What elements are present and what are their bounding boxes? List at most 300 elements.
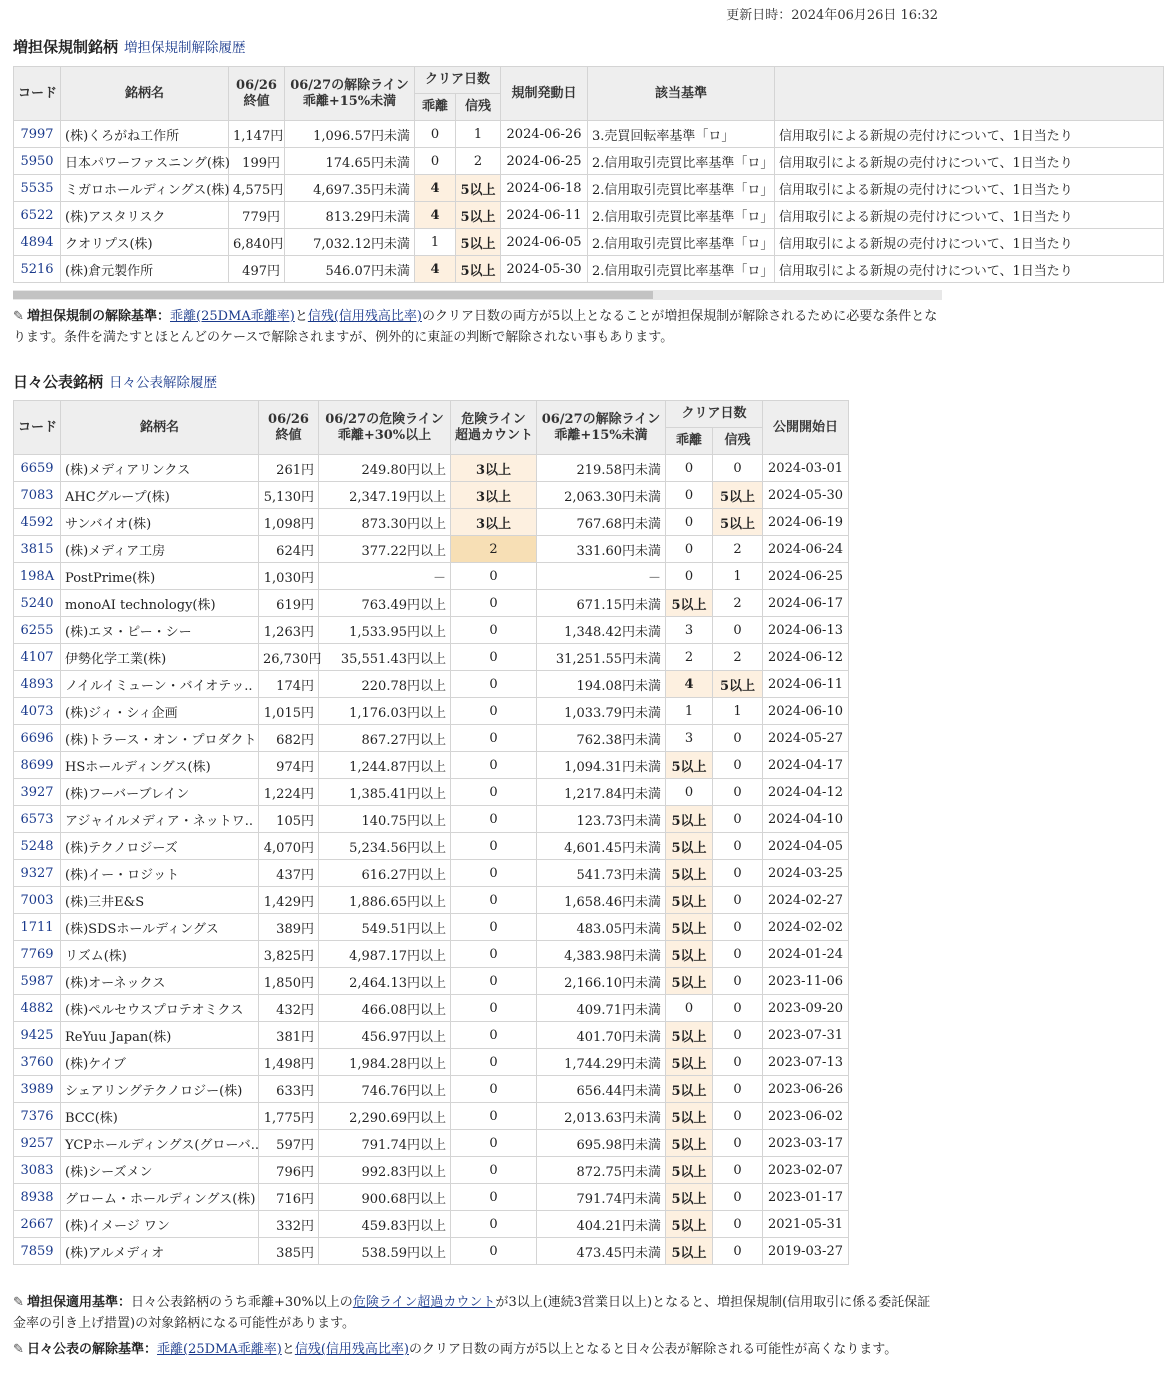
section2-note1 — [13, 1292, 938, 1334]
clear-shinzan: 0 — [713, 725, 763, 752]
stock-code-link[interactable]: 9257 — [14, 1130, 61, 1157]
section2-title — [13, 371, 217, 392]
close-price: 199円 — [229, 148, 285, 175]
stock-code-link[interactable]: 3989 — [14, 1076, 61, 1103]
clear-kairi: 5以上 — [666, 1184, 713, 1211]
clear-shinzan: 1 — [713, 563, 763, 590]
stock-code-link[interactable]: 6573 — [14, 806, 61, 833]
release-line: 872.75円未満 — [537, 1157, 666, 1184]
publish-date: 2021-05-31 — [763, 1211, 849, 1238]
danger-line: 992.83円以上 — [319, 1157, 451, 1184]
stock-name: AHCグループ(株) — [61, 482, 259, 509]
col-release-top: 06/27の解除ライン — [541, 411, 661, 427]
col-release-line — [537, 401, 666, 455]
release-line: 791.74円未満 — [537, 1184, 666, 1211]
clear-shinzan: 0 — [713, 617, 763, 644]
clear-kairi: 0 — [666, 455, 713, 482]
stock-code-link[interactable]: 8699 — [14, 752, 61, 779]
clear-kairi: 2 — [666, 644, 713, 671]
danger-line: 746.76円以上 — [319, 1076, 451, 1103]
danger-line: 2,347.19円以上 — [319, 482, 451, 509]
publish-date: 2024-06-10 — [763, 698, 849, 725]
stock-code-link[interactable]: 5216 — [14, 256, 61, 283]
stock-name: PostPrime(株) — [61, 563, 259, 590]
clear-shinzan: 0 — [713, 1076, 763, 1103]
table-row — [14, 1157, 849, 1184]
clear-shinzan: 1 — [713, 698, 763, 725]
close-price: 1,015円 — [259, 698, 319, 725]
criteria-note: 信用取引による新規の売付けについて、1日当たり — [775, 229, 1164, 256]
stock-name: (株)トラース・オン・プロダクト — [61, 725, 259, 752]
criteria: 2.信用取引売買比率基準「ロ」 — [588, 229, 775, 256]
stock-code-link[interactable]: 6696 — [14, 725, 61, 752]
col-close — [259, 401, 319, 455]
scrollbar-thumb[interactable] — [13, 291, 653, 299]
stock-code-link[interactable]: 6659 — [14, 455, 61, 482]
criteria: 2.信用取引売買比率基準「ロ」 — [588, 202, 775, 229]
table-row — [14, 455, 849, 482]
stock-code-link[interactable]: 3083 — [14, 1157, 61, 1184]
release-line: 123.73円未満 — [537, 806, 666, 833]
danger-line: 140.75円以上 — [319, 806, 451, 833]
danger-line: 763.49円以上 — [319, 590, 451, 617]
danger-count: 0 — [451, 914, 537, 941]
danger-count: 0 — [451, 617, 537, 644]
danger-line: 466.08円以上 — [319, 995, 451, 1022]
col-clear-days: クリア日数 — [666, 401, 763, 428]
publish-date: 2023-03-17 — [763, 1130, 849, 1157]
danger-line: 2,464.13円以上 — [319, 968, 451, 995]
restriction-date: 2024-06-25 — [501, 148, 588, 175]
close-price: 4,070円 — [259, 833, 319, 860]
note1-pre: 日々公表銘柄のうち乖離+30%以上の — [131, 1295, 353, 1310]
table-row — [14, 590, 849, 617]
danger-count: 0 — [451, 887, 537, 914]
close-price: 332円 — [259, 1211, 319, 1238]
release-line: 4,601.45円未満 — [537, 833, 666, 860]
stock-code-link[interactable]: 9327 — [14, 860, 61, 887]
danger-count: 0 — [451, 590, 537, 617]
clear-kairi: 4 — [415, 202, 456, 229]
criteria: 2.信用取引売買比率基準「ロ」 — [588, 175, 775, 202]
release-line: 1,096.57円未満 — [285, 121, 415, 148]
danger-line: 220.78円以上 — [319, 671, 451, 698]
col-criteria: 該当基準 — [588, 67, 775, 121]
clear-shinzan: 0 — [713, 1049, 763, 1076]
close-price: 1,498円 — [259, 1049, 319, 1076]
danger-count: 0 — [451, 1157, 537, 1184]
stock-code-link[interactable]: 5240 — [14, 590, 61, 617]
table-row — [14, 1238, 849, 1265]
release-line: 2,166.10円未満 — [537, 968, 666, 995]
clear-kairi: 5以上 — [666, 752, 713, 779]
restriction-table — [13, 66, 1164, 283]
clear-kairi: 5以上 — [666, 1157, 713, 1184]
col-note — [775, 67, 1164, 121]
release-line: 31,251.55円未満 — [537, 644, 666, 671]
danger-count: 0 — [451, 833, 537, 860]
stock-code-link[interactable]: 4073 — [14, 698, 61, 725]
close-price: 432円 — [259, 995, 319, 1022]
release-line: 1,033.79円未満 — [537, 698, 666, 725]
danger-count: 0 — [451, 1130, 537, 1157]
stock-code-link[interactable]: 5248 — [14, 833, 61, 860]
release-line: 4,383.98円未満 — [537, 941, 666, 968]
table-row — [14, 752, 849, 779]
close-price: 174円 — [259, 671, 319, 698]
table-row — [14, 121, 1164, 148]
col-close-top: 06/26 — [268, 411, 309, 427]
release-line: 695.98円未満 — [537, 1130, 666, 1157]
danger-count: 0 — [451, 752, 537, 779]
publish-date: 2023-01-17 — [763, 1184, 849, 1211]
shinzan-link[interactable]: 信残(信用残高比率) — [307, 309, 422, 324]
publish-date: 2024-02-02 — [763, 914, 849, 941]
clear-kairi: 5以上 — [666, 1049, 713, 1076]
criteria: 2.信用取引売買比率基準「ロ」 — [588, 256, 775, 283]
close-price: 5,130円 — [259, 482, 319, 509]
clear-kairi: 5以上 — [666, 914, 713, 941]
section1-title — [13, 36, 246, 57]
clear-kairi: 5以上 — [666, 968, 713, 995]
stock-name: (株)テクノロジーズ — [61, 833, 259, 860]
stock-name: (株)イー・ロジット — [61, 860, 259, 887]
table-row — [14, 833, 849, 860]
release-line: 404.21円未満 — [537, 1211, 666, 1238]
shinzan-link[interactable]: 信残(信用残高比率) — [294, 1342, 409, 1357]
table-row — [14, 1022, 849, 1049]
clear-shinzan: 2 — [713, 590, 763, 617]
clear-kairi: 1 — [415, 229, 456, 256]
release-line: 1,348.42円未満 — [537, 617, 666, 644]
danger-count: 0 — [451, 725, 537, 752]
note2-label: 日々公表の解除基準： — [27, 1342, 158, 1357]
close-price: 385円 — [259, 1238, 319, 1265]
stock-code-link[interactable]: 5987 — [14, 968, 61, 995]
danger-count: 0 — [451, 644, 537, 671]
close-price: 779円 — [229, 202, 285, 229]
danger-count: 0 — [451, 698, 537, 725]
clear-kairi: 5以上 — [666, 1076, 713, 1103]
section2-history-link[interactable]: 日々公表解除履歴 — [109, 375, 218, 391]
clear-kairi: 0 — [666, 995, 713, 1022]
clear-shinzan: 0 — [713, 860, 763, 887]
stock-code-link[interactable]: 3927 — [14, 779, 61, 806]
stock-code-link[interactable]: 8938 — [14, 1184, 61, 1211]
stock-code-link[interactable]: 4107 — [14, 644, 61, 671]
table-row — [14, 806, 849, 833]
kairi-link[interactable]: 乖離(25DMA乖離率) — [170, 309, 295, 324]
table-row — [14, 914, 849, 941]
col-shinzan: 信残 — [713, 428, 763, 455]
pencil-icon: ✎ — [13, 309, 24, 324]
danger-count: 0 — [451, 941, 537, 968]
publish-date: 2019-03-27 — [763, 1238, 849, 1265]
close-price: 1,429円 — [259, 887, 319, 914]
danger-line: 791.74円以上 — [319, 1130, 451, 1157]
publish-date: 2024-03-25 — [763, 860, 849, 887]
release-line: 219.58円未満 — [537, 455, 666, 482]
section2-heading: 日々公表銘柄 — [13, 373, 104, 391]
danger-line: 616.27円以上 — [319, 860, 451, 887]
stock-code-link[interactable]: 4894 — [14, 229, 61, 256]
col-kairi: 乖離 — [666, 428, 713, 455]
stock-name: リズム(株) — [61, 941, 259, 968]
stock-name: 日本パワーファスニング(株) — [61, 148, 229, 175]
close-price: 1,224円 — [259, 779, 319, 806]
table-row — [14, 941, 849, 968]
close-price: 796円 — [259, 1157, 319, 1184]
close-price: 389円 — [259, 914, 319, 941]
publish-date: 2023-06-02 — [763, 1103, 849, 1130]
table-row — [14, 563, 849, 590]
stock-code-link[interactable]: 2667 — [14, 1211, 61, 1238]
danger-line: 1,385.41円以上 — [319, 779, 451, 806]
stock-code-link[interactable]: 3815 — [14, 536, 61, 563]
clear-shinzan: 0 — [713, 833, 763, 860]
close-price: 1,030円 — [259, 563, 319, 590]
section1-table-viewport[interactable] — [13, 66, 1073, 302]
col-name: 銘柄名 — [61, 401, 259, 455]
close-price: 497円 — [229, 256, 285, 283]
table-row — [14, 617, 849, 644]
clear-shinzan: 0 — [713, 914, 763, 941]
clear-shinzan: 2 — [713, 644, 763, 671]
col-close-top: 06/26 — [236, 77, 277, 93]
stock-code-link[interactable]: 7997 — [14, 121, 61, 148]
stock-name: サンバイオ(株) — [61, 509, 259, 536]
danger-line: 1,886.65円以上 — [319, 887, 451, 914]
close-price: 381円 — [259, 1022, 319, 1049]
stock-name: (株)メディア工房 — [61, 536, 259, 563]
release-line: 174.65円未満 — [285, 148, 415, 175]
clear-kairi: 5以上 — [666, 887, 713, 914]
stock-name: ReYuu Japan(株) — [61, 1022, 259, 1049]
clear-kairi: 5以上 — [666, 590, 713, 617]
danger-count: 0 — [451, 968, 537, 995]
clear-shinzan: 0 — [713, 941, 763, 968]
release-line: 2,013.63円未満 — [537, 1103, 666, 1130]
publish-date: 2024-06-13 — [763, 617, 849, 644]
danger-count: 0 — [451, 1076, 537, 1103]
publish-date: 2023-06-26 — [763, 1076, 849, 1103]
stock-name: 伊勢化学工業(株) — [61, 644, 259, 671]
danger-count: 0 — [451, 1211, 537, 1238]
close-price: 3,825円 — [259, 941, 319, 968]
publish-date: 2024-06-19 — [763, 509, 849, 536]
col-release-line — [285, 67, 415, 121]
criteria-note: 信用取引による新規の売付けについて、1日当たり — [775, 148, 1164, 175]
release-line: 1,094.31円未満 — [537, 752, 666, 779]
stock-name: (株)三井E&S — [61, 887, 259, 914]
stock-name: ミガロホールディングス(株) — [61, 175, 229, 202]
table-row — [14, 968, 849, 995]
close-price: 1,098円 — [259, 509, 319, 536]
stock-name: (株)オーネックス — [61, 968, 259, 995]
col-count-bottom: 超過カウント — [455, 427, 534, 443]
col-danger-line — [319, 401, 451, 455]
clear-kairi: 1 — [666, 698, 713, 725]
clear-shinzan: 0 — [713, 1130, 763, 1157]
publish-date: 2024-05-30 — [763, 482, 849, 509]
danger-count: 0 — [451, 671, 537, 698]
stock-code-link[interactable]: 5535 — [14, 175, 61, 202]
close-price: 1,263円 — [259, 617, 319, 644]
publish-date: 2023-09-20 — [763, 995, 849, 1022]
table-row — [14, 1103, 849, 1130]
clear-kairi: 0 — [415, 148, 456, 175]
col-close-bottom: 終値 — [275, 427, 302, 443]
danger-line: 538.59円以上 — [319, 1238, 451, 1265]
close-price: 974円 — [259, 752, 319, 779]
danger-line: 5,234.56円以上 — [319, 833, 451, 860]
stock-code-link[interactable]: 7769 — [14, 941, 61, 968]
release-line: 473.45円未満 — [537, 1238, 666, 1265]
note1-label: 増担保適用基準： — [27, 1295, 132, 1310]
stock-name: YCPホールディングス(グローバ.. — [61, 1130, 259, 1157]
kairi-link[interactable]: 乖離(25DMA乖離率) — [157, 1342, 282, 1357]
danger-line: 4,987.17円以上 — [319, 941, 451, 968]
close-price: 105円 — [259, 806, 319, 833]
restriction-date: 2024-06-18 — [501, 175, 588, 202]
close-price: 682円 — [259, 725, 319, 752]
clear-kairi: 5以上 — [666, 1211, 713, 1238]
stock-code-link[interactable]: 7376 — [14, 1103, 61, 1130]
pencil-icon: ✎ — [13, 1342, 24, 1357]
restriction-date: 2024-06-05 — [501, 229, 588, 256]
clear-shinzan: 2 — [456, 148, 501, 175]
criteria-note: 信用取引による新規の売付けについて、1日当たり — [775, 121, 1164, 148]
danger-count: 0 — [451, 1238, 537, 1265]
col-shinzan: 信残 — [456, 94, 501, 121]
col-release-line-bottom: 乖離+15%未満 — [302, 93, 397, 109]
stock-code-link[interactable]: 7083 — [14, 482, 61, 509]
criteria-note: 信用取引による新規の売付けについて、1日当たり — [775, 202, 1164, 229]
stock-name: グローム・ホールディングス(株) — [61, 1184, 259, 1211]
table-row — [14, 536, 849, 563]
clear-shinzan: 5以上 — [456, 202, 501, 229]
col-count-top: 危険ライン — [461, 411, 526, 427]
stock-name: ノイルイミューン・バイオテッ.. — [61, 671, 259, 698]
danger-count: 0 — [451, 563, 537, 590]
stock-name: (株)ジィ・シィ企画 — [61, 698, 259, 725]
clear-kairi: 5以上 — [666, 1103, 713, 1130]
table-row — [14, 644, 849, 671]
table-row — [14, 1211, 849, 1238]
table-row — [14, 725, 849, 752]
publish-date: 2023-07-31 — [763, 1022, 849, 1049]
clear-kairi: 0 — [666, 482, 713, 509]
clear-shinzan: 0 — [713, 968, 763, 995]
note-mid: と — [294, 309, 308, 324]
release-line: 483.05円未満 — [537, 914, 666, 941]
stock-code-link[interactable]: 6522 — [14, 202, 61, 229]
table-row — [14, 887, 849, 914]
clear-kairi: 5以上 — [666, 1238, 713, 1265]
note-label: 増担保規制の解除基準： — [27, 309, 171, 324]
release-line: 401.70円未満 — [537, 1022, 666, 1049]
stock-code-link[interactable]: 9425 — [14, 1022, 61, 1049]
section1-history-link[interactable]: 増担保規制解除履歴 — [124, 40, 246, 56]
danger-line: 873.30円以上 — [319, 509, 451, 536]
publish-date: 2024-06-17 — [763, 590, 849, 617]
clear-shinzan: 0 — [713, 1184, 763, 1211]
col-close — [229, 67, 285, 121]
danger-line: 35,551.43円以上 — [319, 644, 451, 671]
table-row — [14, 509, 849, 536]
clear-shinzan: 0 — [713, 1211, 763, 1238]
danger-count: 0 — [451, 1103, 537, 1130]
clear-kairi: 5以上 — [666, 941, 713, 968]
table-row — [14, 256, 1164, 283]
close-price: 4,575円 — [229, 175, 285, 202]
clear-shinzan: 0 — [713, 1157, 763, 1184]
stock-name: (株)アルメディオ — [61, 1238, 259, 1265]
danger-line: 377.22円以上 — [319, 536, 451, 563]
close-price: 26,730円 — [259, 644, 319, 671]
stock-code-link[interactable]: 6255 — [14, 617, 61, 644]
danger-line: 1,533.95円以上 — [319, 617, 451, 644]
danger-count: 0 — [451, 779, 537, 806]
clear-kairi: 3 — [666, 617, 713, 644]
col-code: コード — [14, 401, 61, 455]
col-code: コード — [14, 67, 61, 121]
clear-shinzan: 0 — [713, 887, 763, 914]
table-row — [14, 148, 1164, 175]
clear-kairi: 5以上 — [666, 833, 713, 860]
criteria-note: 信用取引による新規の売付けについて、1日当たり — [775, 256, 1164, 283]
close-price: 633円 — [259, 1076, 319, 1103]
stock-name: (株)シーズメン — [61, 1157, 259, 1184]
stock-code-link[interactable]: 198A — [14, 563, 61, 590]
publish-date: 2024-05-27 — [763, 725, 849, 752]
danger-line: 549.51円以上 — [319, 914, 451, 941]
stock-code-link[interactable]: 1711 — [14, 914, 61, 941]
table-row — [14, 860, 849, 887]
danger-line: 1,176.03円以上 — [319, 698, 451, 725]
clear-kairi: 0 — [666, 779, 713, 806]
release-line: 762.38円未満 — [537, 725, 666, 752]
danger-line: 459.83円以上 — [319, 1211, 451, 1238]
restriction-date: 2024-05-30 — [501, 256, 588, 283]
stock-code-link[interactable]: 4592 — [14, 509, 61, 536]
release-line: － — [537, 563, 666, 590]
publish-date: 2024-02-27 — [763, 887, 849, 914]
danger-count-link[interactable]: 危険ライン超過カウント — [352, 1295, 496, 1310]
clear-shinzan: 0 — [713, 455, 763, 482]
note1-text: が3以上(連続3営業日以上)となると、増担保規制(信用取引に係る委託保証金率の引き上げ措置)の対象銘柄になる可能性があります。 — [13, 1295, 931, 1331]
stock-code-link[interactable]: 4893 — [14, 671, 61, 698]
stock-code-link[interactable]: 7859 — [14, 1238, 61, 1265]
danger-count: 2 — [451, 536, 537, 563]
table-row — [14, 1130, 849, 1157]
clear-shinzan: 5以上 — [713, 482, 763, 509]
clear-shinzan: 5以上 — [713, 509, 763, 536]
clear-kairi: 0 — [666, 563, 713, 590]
stock-code-link[interactable]: 4882 — [14, 995, 61, 1022]
release-line: 2,063.30円未満 — [537, 482, 666, 509]
clear-kairi: 5以上 — [666, 1022, 713, 1049]
danger-count: 3以上 — [451, 509, 537, 536]
close-price: 624円 — [259, 536, 319, 563]
stock-code-link[interactable]: 3760 — [14, 1049, 61, 1076]
clear-shinzan: 5以上 — [456, 256, 501, 283]
stock-code-link[interactable]: 7003 — [14, 887, 61, 914]
col-clear-days: クリア日数 — [415, 67, 501, 94]
col-date: 公開開始日 — [763, 401, 849, 455]
table-row — [14, 229, 1164, 256]
stock-code-link[interactable]: 5950 — [14, 148, 61, 175]
